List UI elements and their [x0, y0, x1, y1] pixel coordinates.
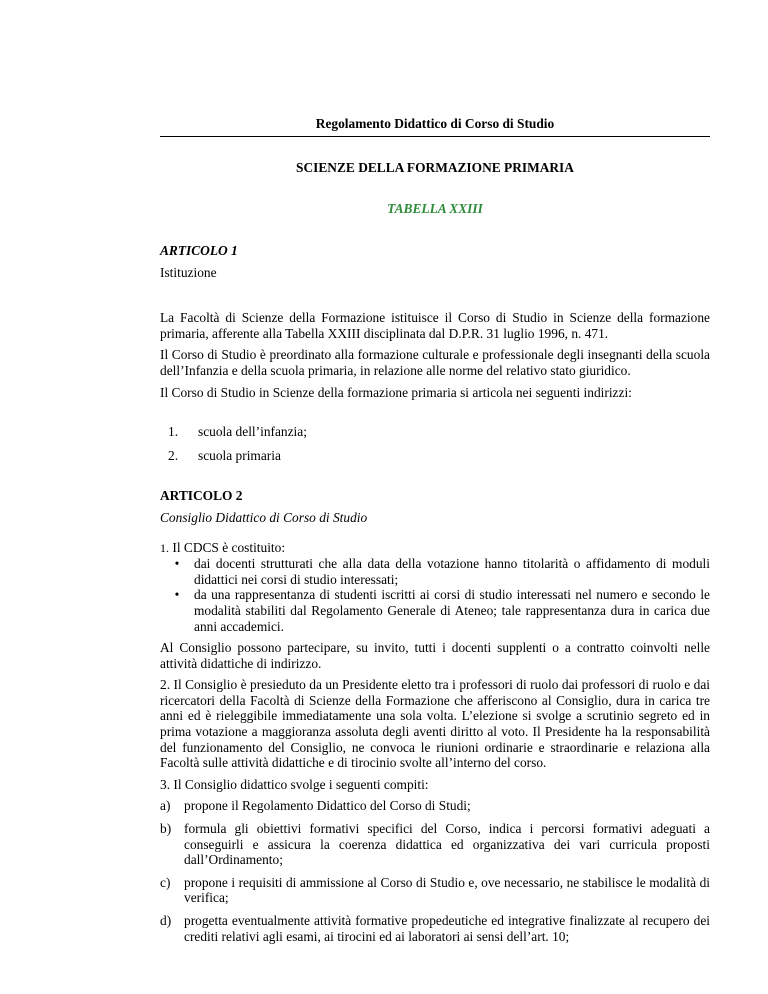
- article-2-paragraph: 3. Il Consiglio didattico svolge i seguenti compiti:: [160, 776, 429, 792]
- article-2-intro: 1. Il CDCS è costituito:: [160, 539, 286, 555]
- list-item: 1. scuola dell’infanzia;: [168, 424, 307, 440]
- article-1-paragraph: Il Corso di Studio è preordinato alla formazione culturale e professionale degli insegnanti della scuola dell’Infanzia e della scuola primaria, in relazione alle norme del relativo stato giuridico.: [160, 347, 710, 378]
- article-1-paragraph: Il Corso di Studio in Scienze della formazione primaria si articola nei seguenti indirizzi:: [160, 384, 632, 400]
- article-2-title: ARTICOLO 2: [160, 488, 243, 504]
- bullet-icon: •: [174, 556, 180, 572]
- cdcs-composition-list: [160, 556, 710, 634]
- degree-title: SCIENZE DELLA FORMAZIONE PRIMARIA: [296, 160, 574, 175]
- article-2-subtitle: Consiglio Didattico di Corso di Studio: [160, 509, 368, 525]
- indirizzi-list: [160, 424, 710, 463]
- document-header: Regolamento Didattico di Corso di Studio: [160, 116, 710, 137]
- council-tasks-list: [160, 798, 710, 944]
- bullet-icon: •: [174, 587, 180, 603]
- list-item: d) progetta eventualmente attività formative propedeutiche ed integrative finalizzate al recupero dei crediti relativi agli esami, ai tirocini ed ai laboratori ai sensi dell’art. 10;: [160, 913, 710, 944]
- tabella-label: TABELLA XXIII: [387, 201, 483, 216]
- list-item: b) formula gli obiettivi formativi specifici del Corso, indica i percorsi formativi adeguati a conseguirli e assicura la coerenza didattica ed organizzativa dei vari curricula proposti dall’Ordinamento;: [160, 821, 710, 868]
- article-1-subtitle: Istituzione: [160, 264, 217, 280]
- list-item: a) propone il Regolamento Didattico del Corso di Studi;: [160, 798, 471, 814]
- article-2-paragraph: 2. Il Consiglio è presieduto da un Presidente eletto tra i professori di ruolo dai professori di ruolo e dai ricercatori della Facoltà di Scienze della Formazione che afferiscono al Consiglio, dura in carica tre anni ed è rieleggibile immediatamente una sola volta. L’elezione si svolge a scrutinio segreto ed in prima votazione a maggioranza assoluta degli aventi diritto al voto. Il Presidente ha la responsabilità del funzionamento del Consiglio, ne convoca le riunioni ordinarie e straordinarie e relaziona alla Facoltà sulle attività didattiche e di tirocinio svolte all’interno del corso.: [160, 677, 710, 771]
- list-item: c) propone i requisiti di ammissione al Corso di Studio e, ove necessario, ne stabilisce le modalità di verifica;: [160, 874, 710, 906]
- article-2-paragraph: Al Consiglio possono partecipare, su invito, tutti i docenti supplenti o a contratto coinvolti nelle attività didattiche di indirizzo.: [160, 640, 710, 671]
- article-1-paragraph: La Facoltà di Scienze della Formazione istituisce il Corso di Studio in Scienze della formazione primaria, afferente alla Tabella XXIII disciplinata dal D.P.R. 31 luglio 1996, n. 471.: [160, 310, 710, 341]
- list-item: 2. scuola primaria: [168, 447, 281, 463]
- list-item: • da una rappresentanza di studenti iscritti ai corsi di studio interessati nel numero e secondo le modalità stabiliti dal Regolamento Generale di Ateneo; tale rappresentanza dura in carica due anni accademici.: [160, 587, 710, 634]
- list-item: • dai docenti strutturati che alla data della votazione hanno titolarità o affidamento di moduli didattici nei corsi di studio interessati;: [160, 556, 710, 587]
- document-body: [160, 243, 710, 951]
- article-1-title: ARTICOLO 1: [160, 243, 238, 258]
